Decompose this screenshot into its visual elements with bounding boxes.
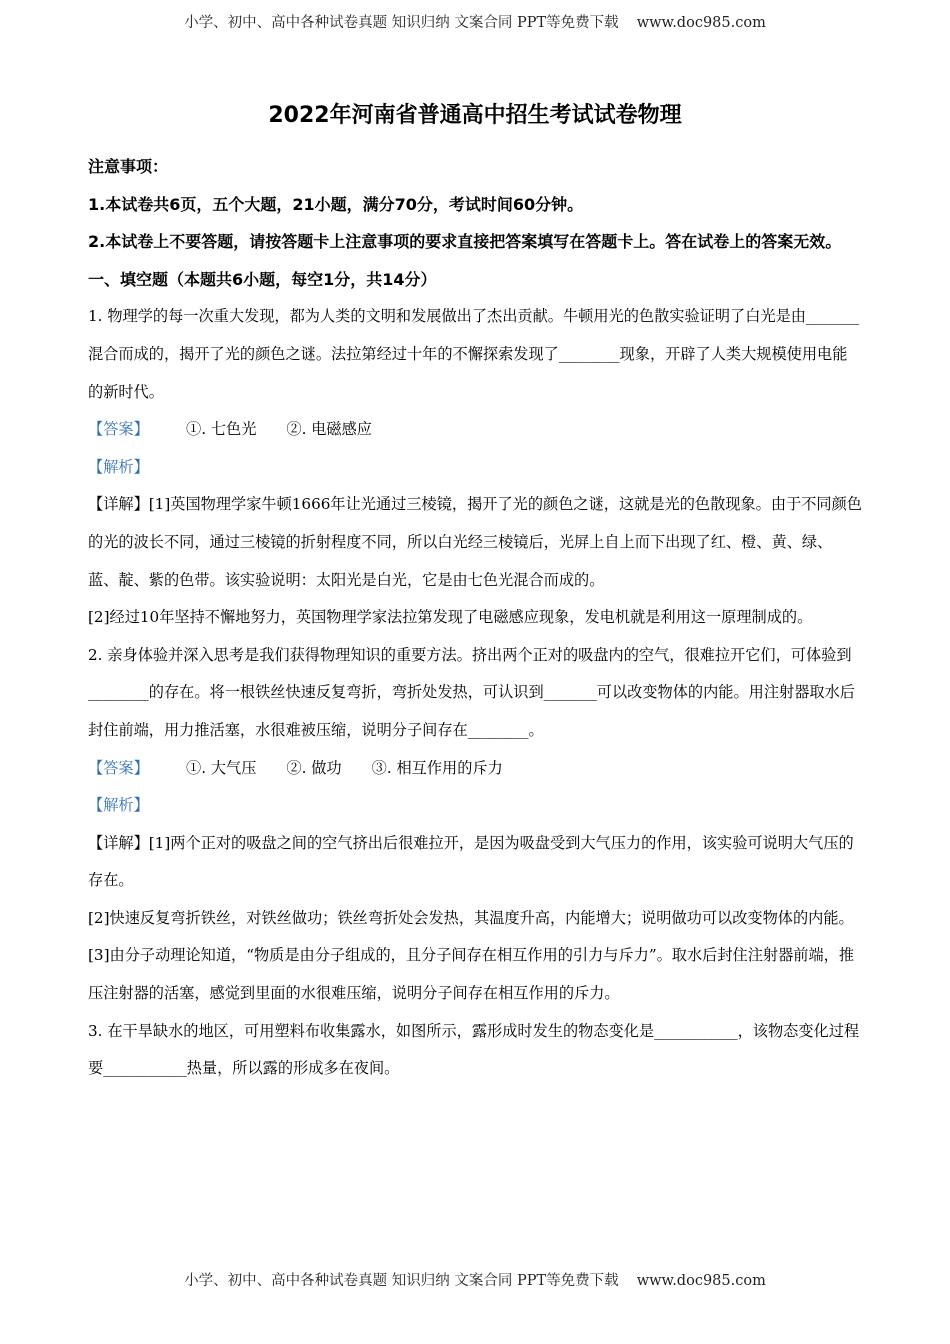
section-1-heading: 一、填空题（本题共6小题，每空1分，共14分） [88, 269, 437, 289]
detail-paragraph: [2]快速反复弯折铁丝，对铁丝做功；铁丝弯折处会发热，其温度升高，内能增大；说明做功可以改变物体的内能。 [88, 908, 854, 927]
answer-option: ①. 七色光 [186, 420, 257, 439]
answer-option: ②. 电磁感应 [286, 420, 372, 439]
note-1: 1.本试卷共6页，五个大题，21小题，满分70分，考试时间60分钟。 [88, 194, 584, 214]
detail-paragraph: 【详解】[1]英国物理学家牛顿1666年让光通过三棱镜，揭开了光的颜色之谜，这就是光的色散现象。由于不同颜色的光的波长不同，通过三棱镜的折射程度不同，所以白光经三棱镜后，光屏上自上而下出现了红、橙、黄、绿、蓝、靛、紫的色带。该实验说明：太阳光是白光，它是由七色光混合而成的。 [88, 495, 862, 589]
analysis-label: 【解析】 [88, 457, 149, 476]
detail-paragraph: [2]经过10年坚持不懈地努力，英国物理学家法拉第发现了电磁感应现象，发电机就是利用这一原理制成的。 [88, 608, 813, 627]
answer-option: ②. 做功 [286, 758, 342, 777]
answer-option: ①. 大气压 [186, 758, 257, 777]
question-3: 3. 在干旱缺水的地区，可用塑料布收集露水，如图所示，露形成时发生的物态变化是___________，该物态变化过程要___________热量，所以露的形成多在夜间。 [88, 1021, 860, 1078]
page-header [0, 11, 950, 32]
page-title: 2022年河南省普通高中招生考试试卷物理 [268, 103, 682, 128]
question-2: 2. 亲身体验并深入思考是我们获得物理知识的重要方法。挤出两个正对的吸盘内的空气，很难拉开它们，可体验到________的存在。将一根铁丝快速反复弯折，弯折处发热，可认识到_______可以改变物体的内能。用注射器取水后封住前端，用力推活塞，水很难被压缩，说明分子间存在________。 [88, 645, 855, 739]
answer-row-2 [88, 750, 862, 788]
document-body [88, 148, 862, 1088]
answer-label: 【答案】 [88, 758, 149, 777]
header-text: 小学、初中、高中各种试卷真题 知识归纳 文案合同 PPT等免费下载 [184, 15, 619, 31]
answer-label: 【答案】 [88, 420, 149, 439]
notes-heading: 注意事项： [88, 157, 169, 176]
note-2: 2.本试卷上不要答题，请按答题卡上注意事项的要求直接把答案填写在答题卡上。答在试卷上的答案无效。 [88, 232, 842, 252]
analysis-label: 【解析】 [88, 796, 149, 815]
page-footer [0, 1269, 950, 1290]
footer-url[interactable]: www.doc985.com [636, 1273, 766, 1289]
answer-row-1 [88, 411, 862, 449]
detail-paragraph: 【详解】[1]两个正对的吸盘之间的空气挤出后很难拉开，是因为吸盘受到大气压力的作用，该实验可说明大气压的存在。 [88, 833, 854, 890]
header-url[interactable]: www.doc985.com [636, 15, 766, 31]
detail-paragraph: [3]由分子动理论知道，“物质是由分子组成的，且分子间存在相互作用的引力与斥力”。取水后封住注射器前端，推压注射器的活塞，感觉到里面的水很难压缩，说明分子间存在相互作用的斥力。 [88, 946, 855, 1003]
question-1: 1. 物理学的每一次重大发现，都为人类的文明和发展做出了杰出贡献。牛顿用光的色散实验证明了白光是由_______混合而成的，揭开了光的颜色之谜。法拉第经过十年的不懈探索发现了________现象，开辟了人类大规模使用电能的新时代。 [88, 307, 860, 401]
answer-option: ③. 相互作用的斥力 [371, 758, 503, 777]
footer-text: 小学、初中、高中各种试卷真题 知识归纳 文案合同 PPT等免费下载 [184, 1273, 619, 1289]
